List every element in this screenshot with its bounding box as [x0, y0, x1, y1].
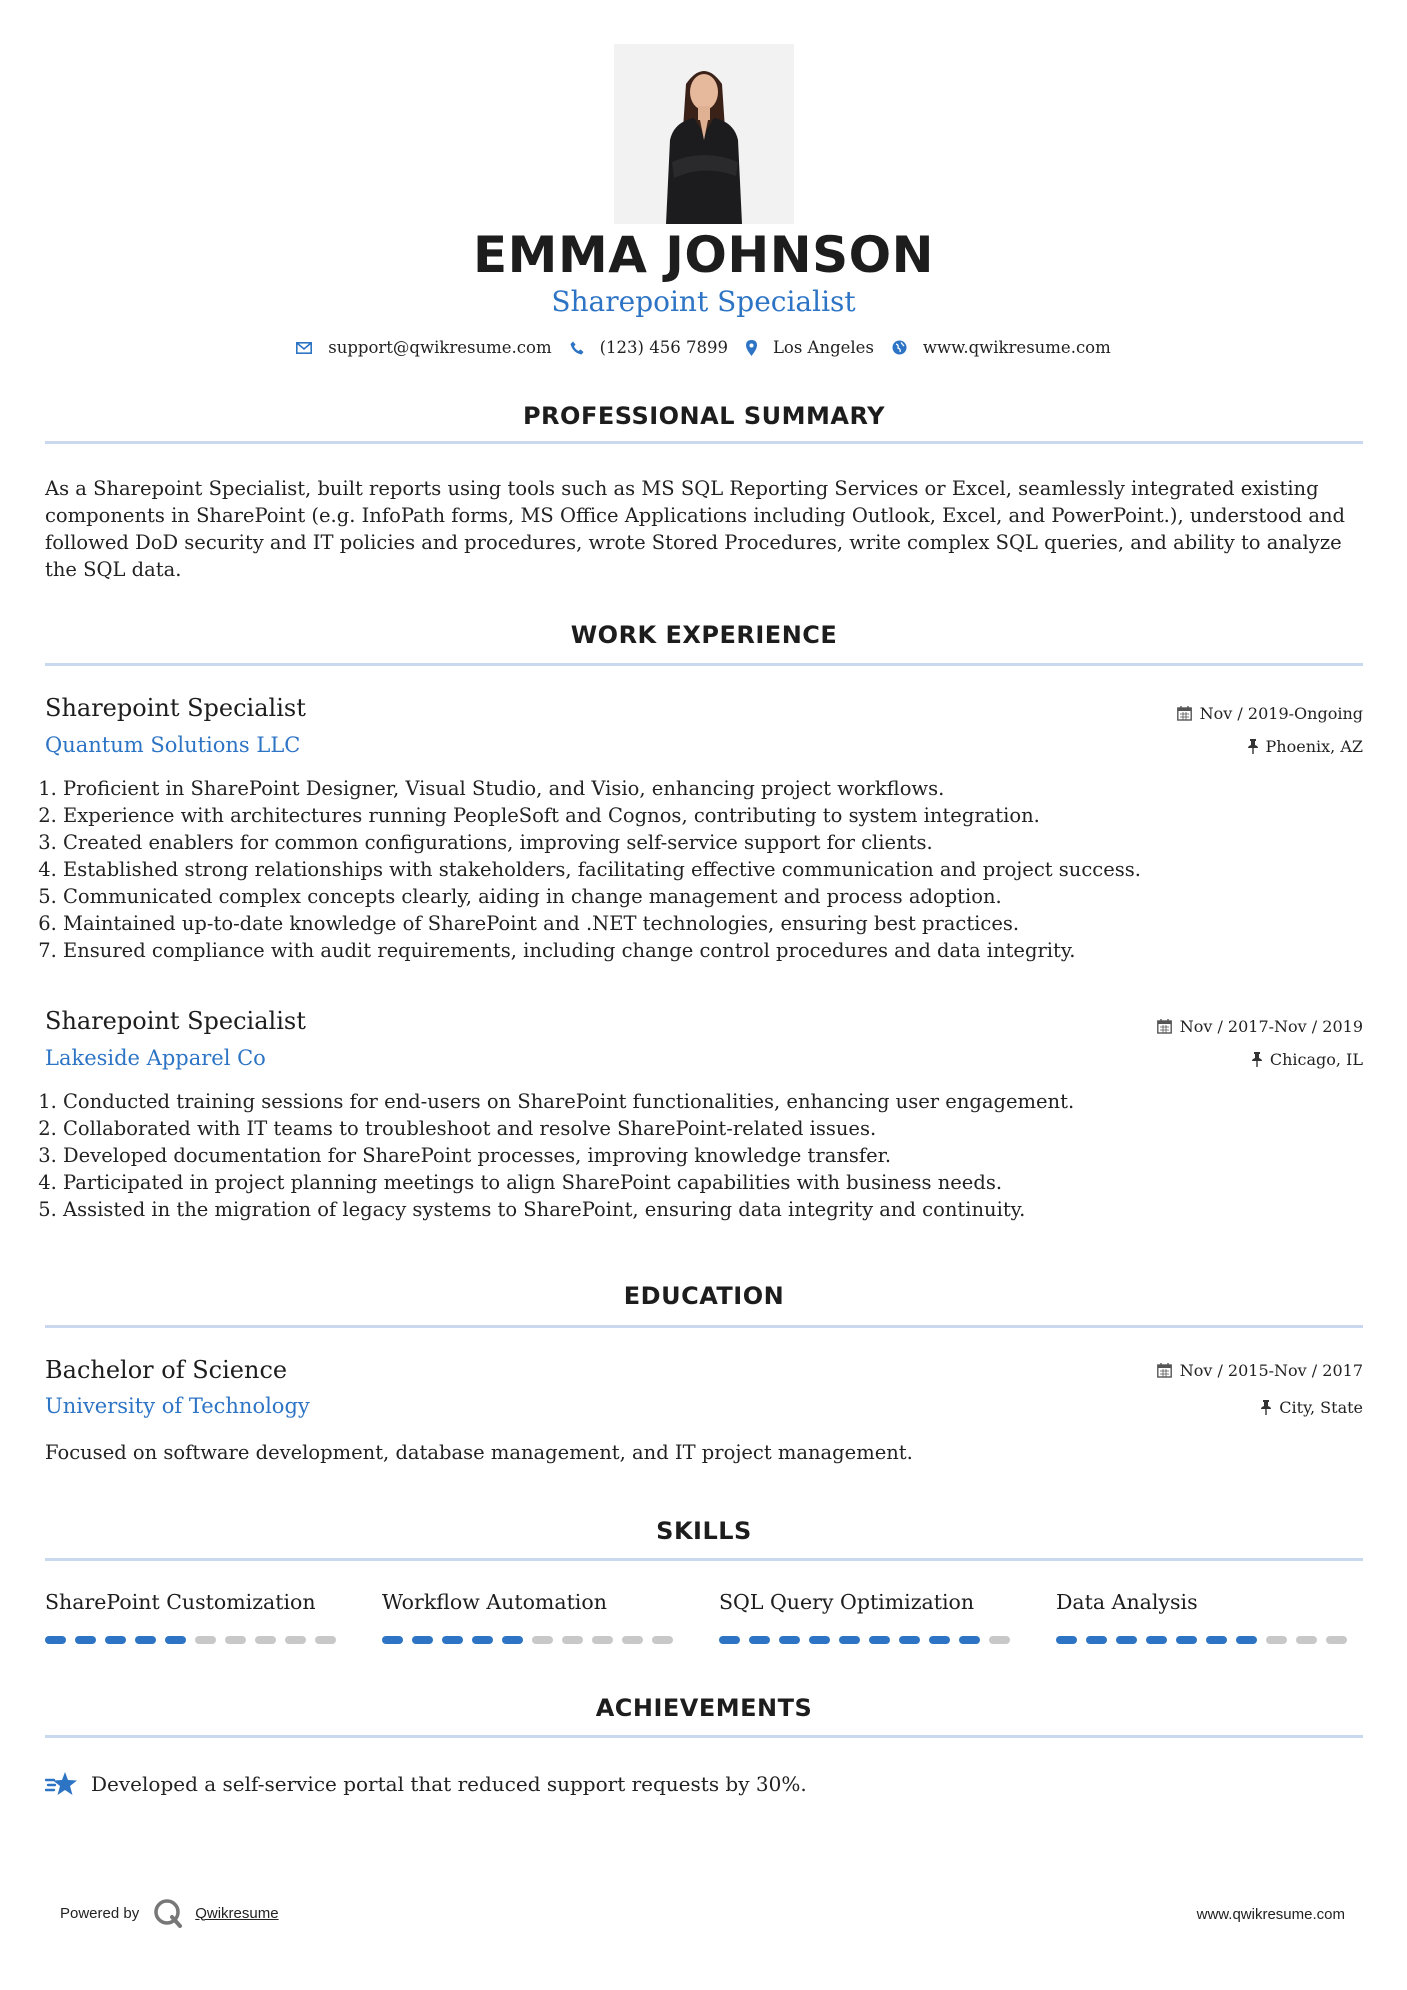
summary-heading: PROFESSIONAL SUMMARY [522, 402, 886, 430]
job-bullets [45, 775, 1363, 964]
degree-title: Bachelor of Science [45, 1356, 288, 1384]
school-name: University of Technology [45, 1394, 310, 1418]
skill-dot-filled [75, 1636, 96, 1644]
skill-dot-empty [255, 1636, 276, 1644]
globe-icon [892, 340, 907, 355]
skill-dot-filled [1116, 1636, 1137, 1644]
skill-dot-empty [532, 1636, 553, 1644]
skill-level-dots [382, 1636, 682, 1644]
skill-dot-filled [135, 1636, 156, 1644]
achievements-heading: ACHIEVEMENTS [595, 1694, 813, 1722]
skill-item [382, 1590, 682, 1644]
contact-row [0, 338, 1407, 357]
skill-dot-filled [1086, 1636, 1107, 1644]
list-item: 1. Conducted training sessions for end-users on SharePoint functionalities, enhancing user engagement. [63, 1088, 1363, 1115]
job-title: Sharepoint Specialist [45, 1007, 306, 1035]
list-item: 2. Collaborated with IT teams to troubleshoot and resolve SharePoint-related issues. [63, 1115, 1363, 1142]
skill-dot-filled [502, 1636, 523, 1644]
list-item: 5. Assisted in the migration of legacy systems to SharePoint, ensuring data integrity and continuity. [63, 1196, 1363, 1223]
candidate-role: Sharepoint Specialist [551, 285, 856, 318]
skill-dot-filled [382, 1636, 403, 1644]
list-item: 2. Experience with architectures running PeopleSoft and Cognos, contributing to system integration. [63, 802, 1363, 829]
skill-name: Workflow Automation [382, 1590, 607, 1614]
skill-level-dots [1056, 1636, 1356, 1644]
footer-website[interactable]: www.qwikresume.com [1196, 1906, 1345, 1923]
achievement-text: Developed a self-service portal that reduced support requests by 30%. [91, 1772, 807, 1796]
skill-dot-empty [225, 1636, 246, 1644]
skill-dot-filled [105, 1636, 126, 1644]
skill-dot-filled [839, 1636, 860, 1644]
job-dates [1177, 704, 1363, 723]
qwikresume-logo-icon [153, 1898, 183, 1928]
skill-dot-filled [412, 1636, 433, 1644]
list-item: 6. Maintained up-to-date knowledge of SharePoint and .NET technologies, ensuring best practices. [63, 910, 1363, 937]
email-text: support@qwikresume.com [328, 338, 552, 357]
job-location-text: Chicago, IL [1269, 1050, 1363, 1069]
job-dates-text: Nov / 2017-Nov / 2019 [1179, 1017, 1363, 1036]
skill-dot-empty [622, 1636, 643, 1644]
skill-dot-filled [1176, 1636, 1197, 1644]
pushpin-icon [1248, 739, 1258, 754]
skills-divider [45, 1558, 1363, 1561]
resume-header [0, 44, 1407, 357]
skill-dot-empty [652, 1636, 673, 1644]
list-item: 7. Ensured compliance with audit requirements, including change control procedures and data integrity. [63, 937, 1363, 964]
phone-text: (123) 456 7899 [599, 338, 728, 357]
skill-name: SharePoint Customization [45, 1590, 316, 1614]
contact-phone[interactable] [570, 338, 728, 357]
calendar-icon [1177, 706, 1192, 721]
map-pin-icon [746, 340, 757, 356]
education-heading: EDUCATION [623, 1282, 785, 1310]
skill-dot-empty [989, 1636, 1010, 1644]
education-dates-text: Nov / 2015-Nov / 2017 [1179, 1361, 1363, 1380]
job-location [1248, 737, 1363, 756]
skill-dot-empty [285, 1636, 306, 1644]
skill-dot-empty [592, 1636, 613, 1644]
skill-dot-filled [719, 1636, 740, 1644]
skill-dot-filled [1056, 1636, 1077, 1644]
list-item: 1. Proficient in SharePoint Designer, Visual Studio, and Visio, enhancing project workflows. [63, 775, 1363, 802]
skill-dot-empty [1326, 1636, 1347, 1644]
skill-dot-filled [899, 1636, 920, 1644]
skill-dot-filled [749, 1636, 770, 1644]
achievements-divider [45, 1735, 1363, 1738]
powered-by-label: Powered by [60, 1904, 140, 1922]
job-dates [1157, 1017, 1363, 1036]
skill-dot-filled [869, 1636, 890, 1644]
pushpin-icon [1261, 1400, 1271, 1415]
job-company: Quantum Solutions LLC [45, 733, 301, 757]
education-description: Focused on software development, database management, and IT project management. [45, 1441, 913, 1464]
skill-dot-empty [315, 1636, 336, 1644]
skill-dot-filled [809, 1636, 830, 1644]
achievement-item [45, 1770, 807, 1798]
calendar-icon [1157, 1363, 1172, 1378]
list-item: 4. Participated in project planning meetings to align SharePoint capabilities with business needs. [63, 1169, 1363, 1196]
education-location-text: City, State [1279, 1398, 1363, 1417]
job-title: Sharepoint Specialist [45, 694, 306, 722]
skill-level-dots [719, 1636, 1019, 1644]
skill-dot-filled [1236, 1636, 1257, 1644]
skill-dot-filled [1206, 1636, 1227, 1644]
profile-photo [614, 44, 794, 224]
skill-dot-filled [1146, 1636, 1167, 1644]
experience-divider [45, 663, 1363, 666]
location-text: Los Angeles [772, 338, 874, 357]
contact-website[interactable] [892, 338, 1111, 357]
website-text: www.qwikresume.com [922, 338, 1111, 357]
skill-dot-filled [959, 1636, 980, 1644]
skill-dot-filled [779, 1636, 800, 1644]
skill-dot-empty [1266, 1636, 1287, 1644]
skill-name: SQL Query Optimization [719, 1590, 975, 1614]
candidate-name: EMMA JOHNSON [473, 226, 934, 284]
skills-heading: SKILLS [656, 1517, 752, 1545]
list-item: 5. Communicated complex concepts clearly, aiding in change management and process adoption. [63, 883, 1363, 910]
shooting-star-icon [45, 1770, 79, 1798]
job-company: Lakeside Apparel Co [45, 1046, 266, 1070]
job-dates-text: Nov / 2019-Ongoing [1199, 704, 1363, 723]
skill-item [1056, 1590, 1356, 1644]
skill-dot-filled [472, 1636, 493, 1644]
education-dates [1157, 1361, 1363, 1380]
skill-dot-filled [929, 1636, 950, 1644]
pushpin-icon [1252, 1052, 1262, 1067]
skill-dot-empty [195, 1636, 216, 1644]
skill-dot-empty [1296, 1636, 1317, 1644]
skill-dot-empty [562, 1636, 583, 1644]
summary-divider [45, 441, 1363, 444]
job-bullets [45, 1088, 1363, 1223]
skill-dot-filled [442, 1636, 463, 1644]
education-location [1261, 1398, 1363, 1417]
job-location [1252, 1050, 1363, 1069]
list-item: 4. Established strong relationships with stakeholders, facilitating effective communication and project success. [63, 856, 1363, 883]
summary-text: As a Sharepoint Specialist, built reports using tools such as MS SQL Reporting Services or Excel, seamlessly integrated existing components in SharePoint (e.g. InfoPath forms, MS Office Applications including Outlook, Excel, and PowerPoint.), understood and followed DoD security and IT policies and procedures, wrote Stored Procedures, write complex SQL queries, and ability to analyze the SQL data. [45, 477, 1345, 581]
skill-dot-filled [45, 1636, 66, 1644]
skill-level-dots [45, 1636, 345, 1644]
job-location-text: Phoenix, AZ [1265, 737, 1363, 756]
skill-dot-filled [165, 1636, 186, 1644]
education-divider [45, 1325, 1363, 1328]
contact-email[interactable] [296, 338, 551, 357]
list-item: 3. Created enablers for common configurations, improving self-service support for clients. [63, 829, 1363, 856]
qwikresume-link[interactable]: Qwikresume [195, 1904, 279, 1922]
phone-icon [570, 341, 584, 355]
calendar-icon [1157, 1019, 1172, 1034]
list-item: 3. Developed documentation for SharePoint processes, improving knowledge transfer. [63, 1142, 1363, 1169]
contact-location [746, 338, 874, 357]
envelope-icon [296, 342, 312, 354]
footer-powered-by [60, 1898, 279, 1928]
experience-heading: WORK EXPERIENCE [570, 621, 838, 649]
skill-item [45, 1590, 345, 1644]
skill-name: Data Analysis [1056, 1590, 1198, 1614]
skill-item [719, 1590, 1019, 1644]
